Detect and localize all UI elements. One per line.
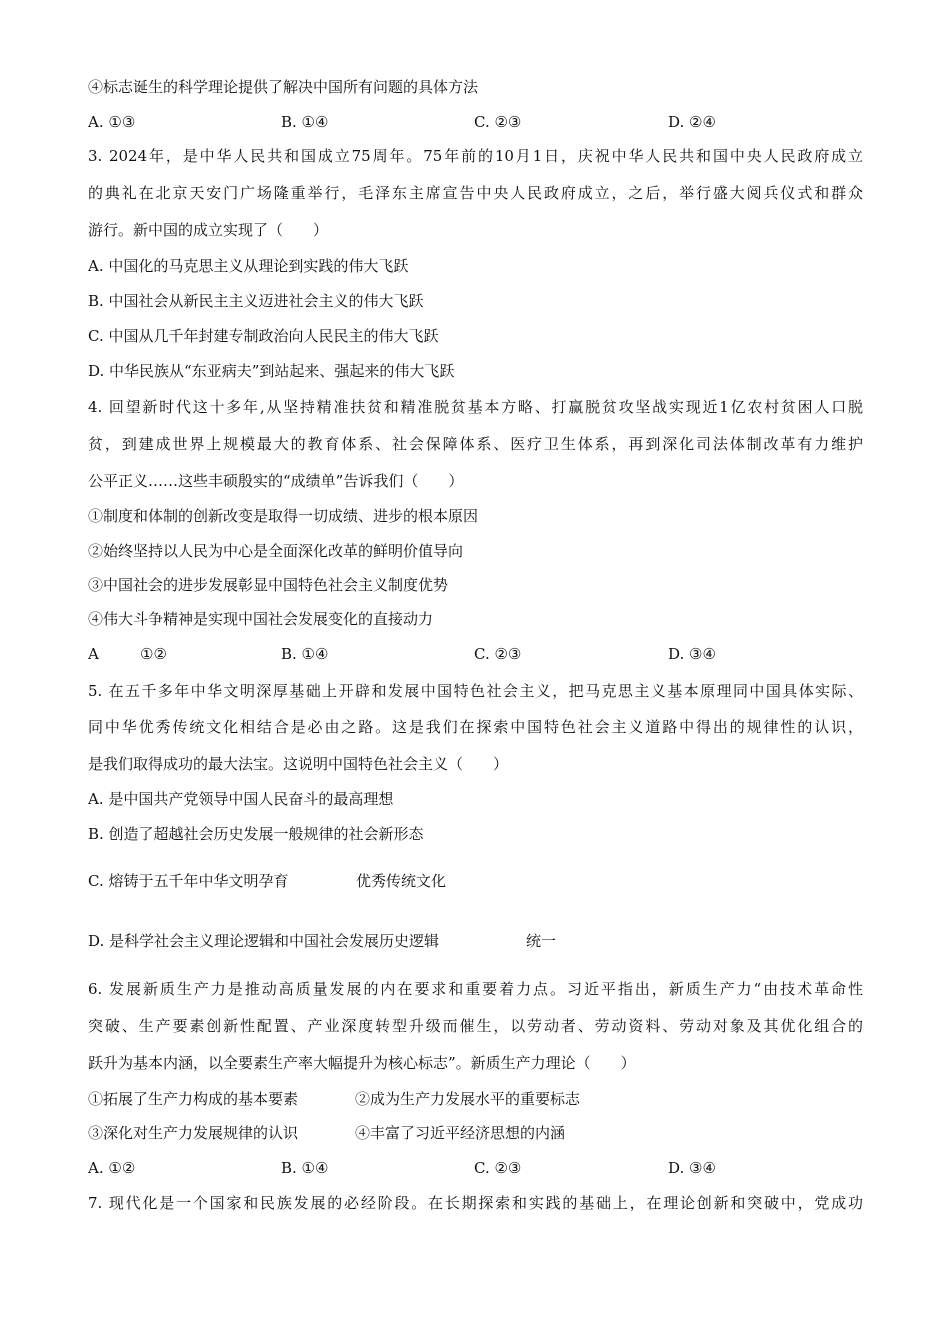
q2-option-d: D. ②④ [668, 113, 716, 131]
q2-option-b: B. ①④ [281, 113, 329, 131]
q3-stem-line-1: 3. 2024年，是中华人民共和国成立75周年。75年前的10月1日，庆祝中华人民共和国中央人民政府成立 [88, 147, 863, 165]
q4-item-3: ③中国社会的进步发展彰显中国特色社会主义制度优势 [88, 576, 449, 594]
q6-stem-line-2: 突破、生产要素创新性配置、产业深度转型升级而催生，以劳动者、劳动资料、劳动对象及其优化组合的 [88, 1017, 863, 1035]
q3-option-c: C. 中国从几千年封建专制政治向人民民主的伟大飞跃 [88, 327, 439, 345]
q5-option-c: C. 熔铸于五千年中华文明孕育 [88, 872, 289, 890]
q2-item-4: ④标志诞生的科学理论提供了解决中国所有问题的具体方法 [88, 78, 479, 96]
q5-option-c-tail: 优秀传统文化 [356, 872, 447, 890]
q6-option-a: A. ①② [88, 1159, 136, 1177]
q4-option-b: B. ①④ [281, 645, 329, 663]
q6-stem-line-1: 6. 发展新质生产力是推动高质量发展的内在要求和重要着力点。习近平指出，新质生产力“由技术革命性 [88, 980, 863, 998]
q6-option-c: C. ②③ [474, 1159, 522, 1177]
q5-stem-line-3: 是我们取得成功的最大法宝。这说明中国特色社会主义（ ） [88, 755, 509, 773]
q4-stem-line-3: 公平正义……这些丰硕殷实的“成绩单”告诉我们（ ） [88, 472, 464, 490]
q6-option-b: B. ①④ [281, 1159, 329, 1177]
q5-stem-line-1: 5. 在五千多年中华文明深厚基础上开辟和发展中国特色社会主义，把马克思主义基本原理同中国具体实际、 [88, 682, 863, 700]
q4-item-2: ②始终坚持以人民为中心是全面深化改革的鲜明价值导向 [88, 542, 464, 560]
q4-option-a-letter: A [88, 645, 99, 663]
q4-stem-line-2: 贫，到建成世界上规模最大的教育体系、社会保障体系、医疗卫生体系，再到深化司法体制改革有力维护 [88, 435, 863, 453]
q3-option-a: A. 中国化的马克思主义从理论到实践的伟大飞跃 [88, 257, 409, 275]
q2-option-a: A. ①③ [88, 113, 136, 131]
q4-option-a: ①② [140, 645, 167, 663]
q2-option-c: C. ②③ [474, 113, 522, 131]
q6-item-4: ④丰富了习近平经济思想的内涵 [355, 1124, 566, 1142]
q4-option-c: C. ②③ [474, 645, 522, 663]
q5-stem-line-2: 同中华优秀传统文化相结合是必由之路。这是我们在探索中国特色社会主义道路中得出的规律性的认识， [88, 718, 863, 736]
q3-option-d: D. 中华民族从“东亚病夫”到站起来、强起来的伟大飞跃 [88, 362, 455, 380]
q5-option-d: D. 是科学社会主义理论逻辑和中国社会发展历史逻辑 [88, 932, 440, 950]
q6-item-3: ③深化对生产力发展规律的认识 [88, 1124, 299, 1142]
q6-option-d: D. ③④ [668, 1159, 716, 1177]
q5-option-a: A. 是中国共产党领导中国人民奋斗的最高理想 [88, 790, 394, 808]
q4-item-1: ①制度和体制的创新改变是取得一切成绩、进步的根本原因 [88, 507, 479, 525]
q6-stem-line-3: 跃升为基本内涵，以全要素生产率大幅提升为核心标志”。新质生产力理论（ ） [88, 1054, 636, 1072]
q4-option-d: D. ③④ [668, 645, 716, 663]
q5-option-b: B. 创造了超越社会历史发展一般规律的社会新形态 [88, 825, 424, 843]
q3-stem-line-3: 游行。新中国的成立实现了（ ） [88, 221, 329, 239]
q4-stem-line-1: 4. 回望新时代这十多年,从坚持精准扶贫和精准脱贫基本方略、打赢脱贫攻坚战实现近1亿农村贫困人口脱 [88, 398, 863, 416]
q3-option-b: B. 中国社会从新民主主义迈进社会主义的伟大飞跃 [88, 292, 424, 310]
q6-item-2: ②成为生产力发展水平的重要标志 [355, 1090, 581, 1108]
q3-stem-line-2: 的典礼在北京天安门广场隆重举行，毛泽东主席宣告中央人民政府成立，之后，举行盛大阅兵仪式和群众 [88, 184, 863, 202]
q4-item-4: ④伟大斗争精神是实现中国社会发展变化的直接动力 [88, 610, 434, 628]
q7-stem-line-1: 7. 现代化是一个国家和民族发展的必经阶段。在长期探索和实践的基础上，在理论创新和突破中，党成功 [88, 1194, 863, 1212]
q5-option-d-tail: 统一 [526, 932, 557, 950]
q6-item-1: ①拓展了生产力构成的基本要素 [88, 1090, 299, 1108]
